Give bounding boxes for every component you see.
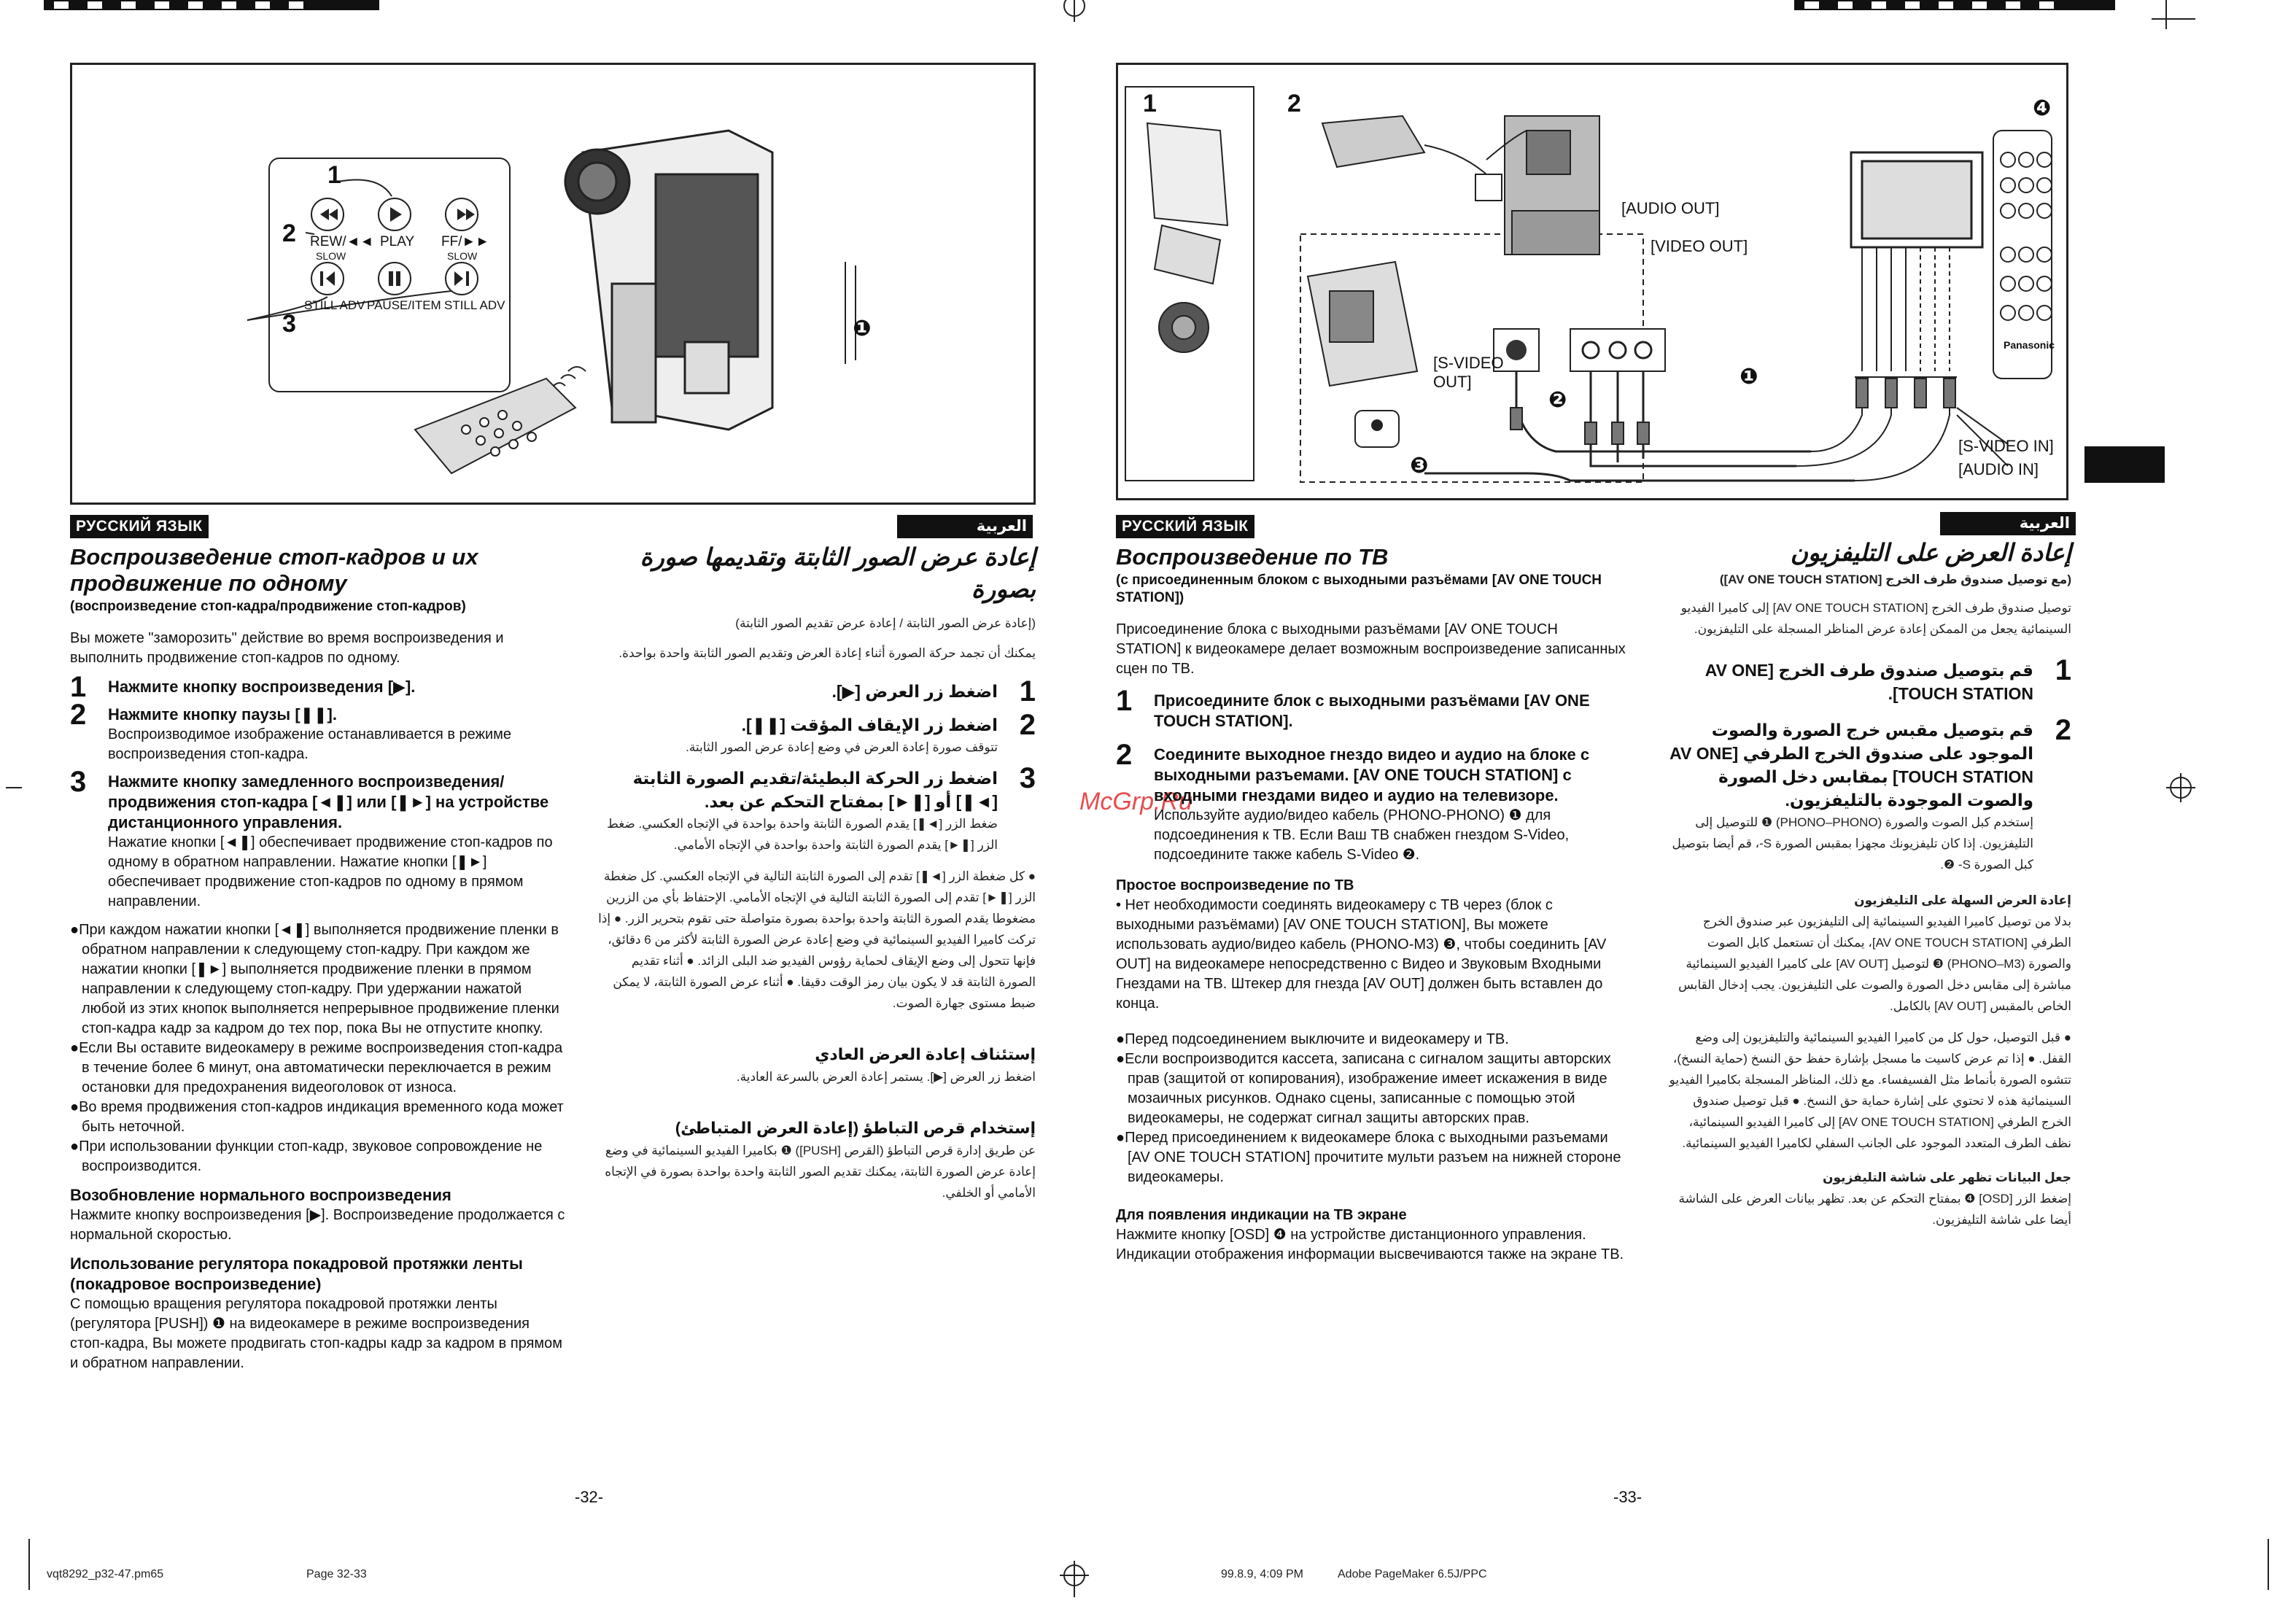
ar-title: إعادة عرض الصور الثابتة وتقديمها صورة بصورة [640, 543, 1036, 602]
ru-step-1: 1 Нажмите кнопку воспроизведения [▶]. [70, 671, 416, 703]
ar-step-1: 1 اضغط زر العرض [▶]. [831, 675, 1036, 707]
callout-4: ❹ [2033, 96, 2052, 120]
ru-step-1: 1 Присоедините блок с выходными разъёмами [AV ONE TOUCH STATION]. [1116, 685, 1590, 730]
panel-label-1: 1 [1143, 90, 1157, 117]
tv-connection-figure [1116, 63, 2068, 500]
page-33 [1079, 0, 2296, 1614]
ff-label: FF/►► [441, 234, 490, 249]
callout-2: ❷ [1548, 388, 1567, 412]
ru-note: ●Если воспроизводится кассета, записана с сигналом защиты авторских прав (защитой от копирования), изображение имеет искажения в виде мозаичных рисунков. Однако сцены, записанные с помощью этой видеокамеры, не содержат сигнал защиты авторских прав. [1116, 1051, 1611, 1126]
slow-label-left: SLOW [316, 250, 346, 262]
ru-osd-heading: Для появления индикации на ТВ экране [1116, 1207, 1407, 1223]
ar-step-3: 3 اضغط زر الحركة البطيئة/تقديم الصورة الثابتة [◄❚] أو [❚►] بمفتاح التحكم عن بعد. ضغط الزر [◄❚] يقدم الصورة الثابتة واحدة بواحدة في الإتجاه العكسي. ضغط الزر [❚►] يقدم الصورة الثابتة واحدة بواحدة في الإتجاه الأمامي. [607, 762, 1036, 852]
playback-figure [70, 63, 1036, 505]
tv-set [1851, 152, 1982, 247]
arabic-tag: العربية [1940, 512, 2076, 535]
svideo-in-label: [S-VIDEO IN] [1958, 437, 2054, 455]
ru-note: ●При использовании функции стоп-кадр, звуковое сопровождение не воспроизводится. [70, 1138, 543, 1174]
svideo-out-label: [S-VIDEO OUT] [1433, 354, 1504, 391]
ru-note: ●Перед присоединением к видеокамере блока с выходными разъемами [AV ONE TOUCH STATION] прочитите мульти разъем на нижней стороне видеокамеры. [1116, 1130, 1621, 1185]
ar-notes: ● كل ضغطة الزر [◄❚] تقدم إلى الصورة الثابتة التالية في الإتجاه العكسي. كل ضغطة الزر [❚►] تقدم إلى الصورة الثابتة التالية في الإتجاه الأمامي. الإحتفاظ بأي من الزرين مضغوطا يقدم الصورة الثابتة واحدة بواحدة بصورة متواصلة حتى تقوم بتحرير الزر. ● إذا تركت كاميرا الفيديو السينمائية في وضع إعادة عرض الصورة الثابتة لأكثر من 6 دقائق، فإنها تتحول إلى وضع الإيقاف لحماية رؤوس الفيديو ضد البلى الزائد. ● أثناء تقديم الصورة الثابتة قد لا يكون بيان رمز الوقت دقيقا. ● أثناء عرض الصورة الثابتة، لا يمكن ضبط مستوى جهارة الصوت. [598, 869, 1036, 1010]
arabic-column [1663, 537, 2071, 1230]
ru-step-2: 2 Нажмите кнопку паузы [❚❚]. Воспроизводимое изображение останавливается в режиме воспроизведения стоп-кадра. [70, 699, 511, 762]
ar-intro: توصيل صندوق طرف الخرج [AV ONE TOUCH STATION] إلى كاميرا الفيديو السينمائية يجعل من الممكن إعادة عرض المناظر المسجلة على التليفزيون. [1680, 601, 2071, 636]
ru-jog-body: С помощью вращения регулятора покадровой протяжки ленты (регулятора [PUSH]) ❶ на видеокамере в режиме воспроизведения стоп-кадра, Вы можете продвигать стоп-кадры кадр за кадром в прямом и обратном направлении. [70, 1296, 563, 1371]
still-adv-label-right: STILL ADV [444, 298, 505, 312]
ru-subtitle: (с присоединенным блоком с выходными разъёмами [AV ONE TOUCH STATION]) [1116, 573, 1602, 605]
panel-label-2: 2 [1287, 90, 1301, 117]
slug-date: 99.8.9, 4:09 PM [1221, 1568, 1303, 1580]
ar-osd-body: إضغط الزر [OSD] ❹ بمفتاح التحكم عن بعد. تظهر بيانات العرض على الشاشة أيضا على شاشة التليفزيون. [1678, 1192, 2071, 1227]
ru-notes [1116, 1030, 1626, 1187]
slow-label-right: SLOW [447, 250, 478, 262]
ru-intro: Вы можете "заморозить" действие во время воспроизведения и выполнить продвижение стоп-кадров по одному. [70, 630, 504, 666]
camera-illustration [72, 65, 1033, 503]
ar-step-1: 1 قم بتوصيل صندوق طرف الخرج [AV ONE TOUCH STATION]. [1704, 654, 2071, 703]
ar-step-2: 2 اضغط زر الإيقاف المؤقت [❚❚]. تتوقف صورة إعادة العرض في وضع إعادة عرض الصور الثابتة. [686, 709, 1036, 754]
ar-subtitle: (مع توصيل صندوق طرف الخرج [AV ONE TOUCH STATION]) [1719, 573, 2071, 586]
still-adv-label-left: STILL ADV [304, 298, 365, 312]
ru-resume-body: Нажмите кнопку воспроизведения [▶]. Воспроизведение продолжается с нормальной скоростью. [70, 1207, 565, 1243]
watermark: McGrp.Ru [1079, 788, 1192, 815]
ar-jog-body: عن طريق إدارة قرص التباطؤ (القرص [PUSH]) ❶ بكاميرا الفيديو السينمائية في وضع إعادة عرض الصورة الثابتة، يمكنك تقديم الصور الثابتة واحدة بواحدة بصورة في الإتجاه الأمامي أو الخلفي. [605, 1144, 1036, 1200]
ru-intro: Присоединение блока с выходными разъёмами [AV ONE TOUCH STATION] к видеокамере делает возможным воспроизведение записанных сцен по ТВ. [1116, 621, 1626, 677]
page-32 [0, 0, 1138, 1614]
page-number: -32- [575, 1488, 604, 1506]
ar-resume-heading: إستئناف إعادة العرض العادي [815, 1045, 1036, 1063]
ru-title: Воспроизведение по ТВ [1116, 544, 1389, 570]
page-number: -33- [1613, 1488, 1643, 1506]
rew-label: REW/◄◄ [310, 234, 374, 249]
slug-page: Page 32-33 [306, 1568, 367, 1580]
slug-app: Adobe PageMaker 6.5J/PPC [1338, 1568, 1487, 1580]
arabic-column [598, 541, 1036, 1203]
ar-simple-heading: إعادة العرض السهلة على التليفزيون [1854, 893, 2071, 907]
ar-jog-heading: إستخدام قرص التباطؤ (إعادة العرض المتباطئ) [675, 1119, 1036, 1137]
russian-column [1116, 544, 1626, 1265]
ru-step-3: 3 Нажмите кнопку замедленного воспроизведения/продвижения стоп-кадра [◄❚] или [❚►] на устройстве дистанционного управления. Нажатие кнопки [◄❚] обеспечивает продвижение стоп-кадров по одному в обратном направлении. Нажатие кнопки [❚►] обеспечивает продвижение стоп-кадров по одному в прямом направлении. [70, 766, 553, 909]
russian-column [70, 544, 566, 1373]
ru-osd-body: Нажмите кнопку [OSD] ❹ на устройстве дистанционного управления. Индикации отображения информации высвечиваются также на экране ТВ. [1116, 1227, 1624, 1262]
ru-step-2: 2 Соедините выходное гнездо видео и аудио на блоке с выходными разъемами. [AV ONE TOUCH STATION] с входными гнездами видео и аудио на телевизоре. Используйте аудио/видео кабель (PHONO-PHONO) ❶ для подсоединения к ТВ. Если Ваш ТВ снабжен гнездом S-Video, подсоедините также кабель S-Video ❷. [1116, 739, 1590, 863]
step-mark-3: 3 [282, 310, 296, 338]
callout-1: ❶ [1740, 365, 1758, 389]
ar-resume-body: اضغط زر العرض [▶]. يستمر إعادة العرض بالسرعة العادية. [736, 1070, 1036, 1084]
audio-in-label: [AUDIO IN] [1958, 460, 2039, 478]
ar-notes: ● قبل التوصيل، حول كل من كاميرا الفيديو السينمائية والتليفزيون إلى وضع القفل. ● إذا تم عرض كاسيت ما مسجل بإشارة حفظ حق النسخ (حماية النسخ)، تتشوه الصورة بأنماط مثل الفسيفساء. مع ذلك، المناظر المسجلة بكاميرا الفيديو السينمائية هذه لا تحتوي على إشارة حماية حق النسخ. ● قبل توصيل صندوق الخرج الطرفي [AV ONE TOUCH STATION] إلى كاميرا الفيديو السينمائية، نظف الطرف المتعدد الموجود على الجانب السفلي لكاميرا الفيديو السينمائية. [1669, 1031, 2071, 1150]
ar-step-2: 2 قم بتوصيل مقبس خرج الصورة والصوت الموجود على صندوق الخرج الطرفي [AV ONE TOUCH STATION] بمقابس دخل الصورة والصوت الموجودة بالتليفزيون. إستخدم كبل الصوت والصورة (PHONO–PHONO) ❶ للتوصيل إلى التليفزيون. إذا كان تليفزيونك مجهزا بمقبس الصورة S-، قم أيضا بتوصيل كبل الصورة S- ❷. [1669, 714, 2071, 872]
callout-3: ❸ [1410, 454, 1429, 478]
connection-diagram [1118, 65, 2066, 498]
pause-item-label: PAUSE/ITEM [367, 298, 441, 312]
ar-intro: يمكنك أن تجمد حركة الصورة أثناء إعادة العرض وتقديم الصور الثابتة واحدة بواحدة. [618, 646, 1036, 660]
ru-subtitle: (воспроизведение стоп-кадра/продвижение стоп-кадров) [70, 599, 466, 614]
jog-dial-detail [845, 262, 860, 364]
brand-label: Panasonic [2004, 339, 2055, 351]
audio-out-label: [AUDIO OUT] [1621, 199, 1720, 217]
ru-note: ●Во время продвижения стоп-кадров индикация временного кода может быть неточной. [70, 1099, 564, 1135]
slug-file: vqt8292_p32-47.pm65 [47, 1568, 164, 1580]
ru-jog-heading: Использование регулятора покадровой протяжки ленты (покадровое воспроизведение) [70, 1254, 523, 1293]
russian-tag: РУССКИЙ ЯЗЫК [1116, 515, 1254, 538]
ru-resume-heading: Возобновление нормального воспроизведения [70, 1186, 451, 1204]
ru-simple-body: • Нет необходимости соединять видеокамеру с ТВ через (блок с выходными разъёмами) [AV ONE TOUCH STATION], Вы можете использовать аудио/видео кабель (PHONO-M3) ❸, чтобы соединить [AV OUT] на видеокамере непосредственно с Видео и Звуковым Входными Гнездами на ТВ. Штекер для гнезда [AV OUT] должен быть вставлен до конца. [1116, 897, 1607, 1012]
video-out-label: [VIDEO OUT] [1651, 237, 1748, 255]
ru-simple-heading: Простое воспроизведение по ТВ [1116, 877, 1354, 893]
arabic-tag: العربية [897, 515, 1033, 538]
russian-tag: РУССКИЙ ЯЗЫК [70, 515, 209, 538]
ru-notes [70, 920, 566, 1176]
ar-subtitle: (إعادة عرض الصور الثابتة / إعادة عرض تقديم الصور الثابتة) [735, 616, 1036, 630]
ru-note: ●При каждом нажатии кнопки [◄❚] выполняется продвижение пленки в обратном направлении к следующему стоп-кадру. При каждом же нажатии кнопки [❚►] выполняется продвижение пленки в прямом направлении к следующему стоп-кадру. При удержании нажатой любой из этих кнопок выполняется непрерывное продвижение пленки стоп-кадра кадр за кадром до тех пор, пока Вы не отпустите кнопку. [70, 922, 559, 1036]
step-mark-1: 1 [327, 161, 341, 189]
play-label: PLAY [380, 234, 415, 249]
ar-osd-heading: جعل البيانات تظهر على شاشة التليفزيون [1823, 1171, 2071, 1184]
ru-title: Воспроизведение стоп-кадров и их продвижение по одному [70, 544, 478, 596]
ar-title: إعادة العرض على التليفزيون [1790, 539, 2071, 566]
camera-on-station [1308, 116, 1599, 386]
ru-note: ●Перед подсоединением выключите и видеокамеру и ТВ. [1116, 1031, 1509, 1047]
remote-control [415, 379, 575, 473]
step-mark-2: 2 [282, 220, 296, 247]
ru-note: ●Если Вы оставите видеокамеру в режиме воспроизведения стоп-кадра в течение более 6 минут, она автоматически переключается в режим остановки для предохранения видеоголовок от износа. [70, 1040, 563, 1095]
callout-1: ❶ [853, 317, 872, 341]
ar-simple-body: بدلا من توصيل كاميرا الفيديو السينمائية إلى التليفزيون عبر صندوق الخرج الطرفي [AV ONE TOUCH STATION]، يمكنك أن تستعمل كابل الصوت والصورة (PHONO–M3) ❸ لتوصيل [AV OUT] على كاميرا الفيديو السينمائية مباشرة إلى مقابس دخل الصورة والصوت على التليفزيون. يجب إدخال القابس الخاص بالمقبس [AV OUT] بالكامل. [1678, 915, 2071, 1013]
